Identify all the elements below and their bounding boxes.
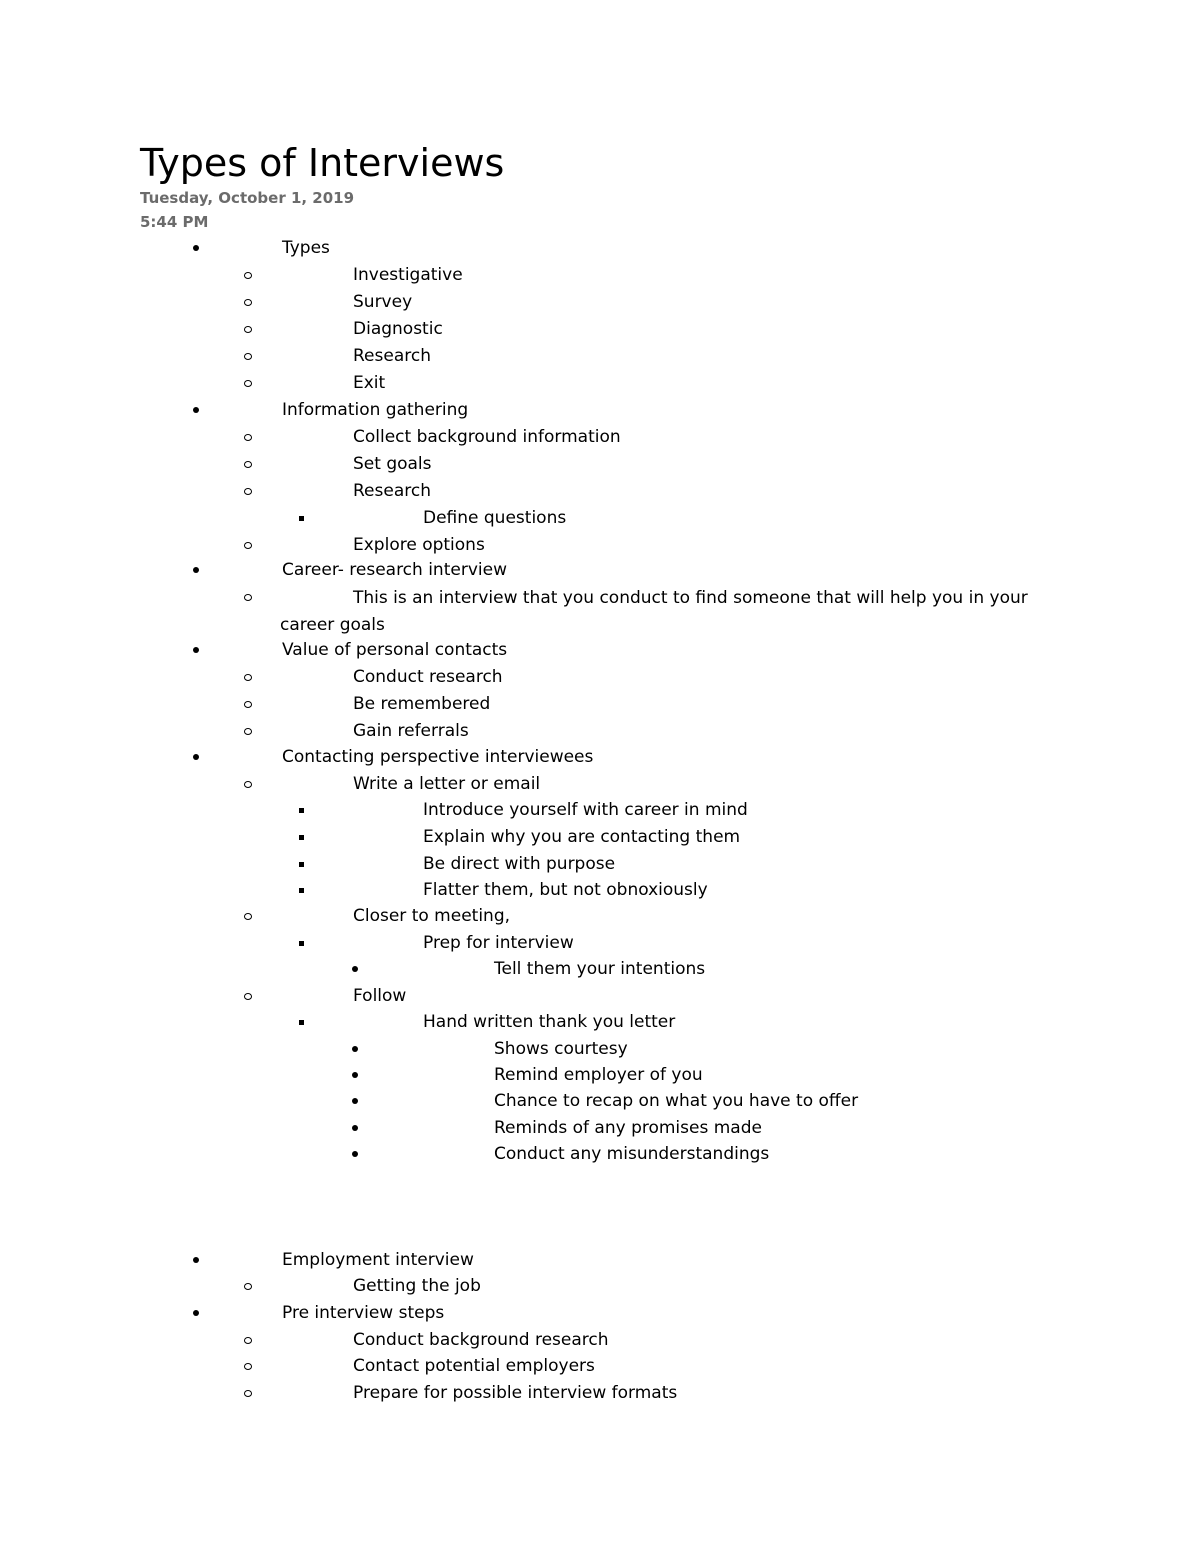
list-item-text: Information gathering xyxy=(282,400,469,420)
list-item-text: Conduct any misunderstandings xyxy=(494,1144,770,1164)
bullet-sq-icon xyxy=(291,827,311,847)
list-item-text: Research xyxy=(353,481,431,501)
list-item xyxy=(0,692,1200,718)
list-item xyxy=(0,745,1200,771)
list-item xyxy=(0,1354,1200,1380)
bullet-ring-icon xyxy=(238,906,258,926)
list-item xyxy=(0,798,1200,824)
list-item-text: Explore options xyxy=(353,535,485,555)
bullet-ring-icon xyxy=(238,1276,258,1296)
bullet-dot-icon xyxy=(345,1065,365,1085)
list-item-text: Investigative xyxy=(353,265,463,285)
list-item-text: Reminds of any promises made xyxy=(494,1118,762,1138)
list-item xyxy=(0,1089,1200,1115)
list-item-text: Follow xyxy=(353,986,407,1006)
bullet-ring-icon xyxy=(238,265,258,285)
bullet-ring-icon xyxy=(238,694,258,714)
list-item-text: Contacting perspective interviewees xyxy=(282,747,594,767)
bullet-sq-icon xyxy=(291,933,311,953)
bullet-dot-icon xyxy=(345,1144,365,1164)
list-item xyxy=(0,904,1200,930)
list-item-text: Collect background information xyxy=(353,427,621,447)
bullet-ring-icon xyxy=(238,319,258,339)
list-item xyxy=(0,772,1200,798)
list-item-text: Closer to meeting, xyxy=(353,906,511,926)
list-item xyxy=(0,585,1200,635)
list-item xyxy=(0,1328,1200,1354)
list-item-text: Exit xyxy=(353,373,386,393)
list-item-text: Diagnostic xyxy=(353,319,443,339)
list-item xyxy=(0,263,1200,289)
list-item-text: Define questions xyxy=(423,508,567,528)
list-item-text: Pre interview steps xyxy=(282,1303,445,1323)
list-item-text: This is an interview that you conduct to find someone that will help you in your career goals xyxy=(280,588,1028,635)
list-item-text: Contact potential employers xyxy=(353,1356,595,1376)
list-item xyxy=(0,452,1200,478)
bullet-ring-icon xyxy=(238,986,258,1006)
bullet-ring-icon xyxy=(238,721,258,741)
list-item xyxy=(0,236,1200,262)
list-item xyxy=(0,931,1200,957)
list-item-text: Career- research interview xyxy=(282,560,507,580)
list-item xyxy=(0,957,1200,983)
bullet-dot-icon xyxy=(186,747,206,767)
bullet-dot-icon xyxy=(186,640,206,660)
list-item xyxy=(0,506,1200,532)
list-item-text: Tell them your intentions xyxy=(494,959,706,979)
list-item-text: Prepare for possible interview formats xyxy=(353,1383,678,1403)
list-item xyxy=(0,638,1200,664)
list-item xyxy=(0,984,1200,1010)
list-item-text: Getting the job xyxy=(353,1276,481,1296)
list-item xyxy=(0,344,1200,370)
list-item xyxy=(0,878,1200,904)
list-item xyxy=(0,1274,1200,1300)
bullet-sq-icon xyxy=(291,1012,311,1032)
bullet-ring-icon xyxy=(238,292,258,312)
list-item-text: Be remembered xyxy=(353,694,491,714)
bullet-ring-icon xyxy=(238,454,258,474)
list-item-text: Introduce yourself with career in mind xyxy=(423,800,748,820)
list-item xyxy=(0,1116,1200,1142)
list-item-text: Flatter them, but not obnoxiously xyxy=(423,880,708,900)
bullet-ring-icon xyxy=(238,1383,258,1403)
list-item xyxy=(0,317,1200,343)
list-item-text: Prep for interview xyxy=(423,933,574,953)
list-item-text: Value of personal contacts xyxy=(282,640,508,660)
list-item-text: Conduct research xyxy=(353,667,503,687)
list-item-text: Explain why you are contacting them xyxy=(423,827,741,847)
bullet-ring-icon xyxy=(238,774,258,794)
list-item-text: Survey xyxy=(353,292,413,312)
list-item-text: Types xyxy=(282,238,330,258)
bullet-sq-icon xyxy=(291,854,311,874)
list-item xyxy=(0,371,1200,397)
list-item-text: Hand written thank you letter xyxy=(423,1012,676,1032)
bullet-ring-icon xyxy=(238,535,258,555)
bullet-dot-icon xyxy=(186,1250,206,1270)
page-date: Tuesday, October 1, 2019 xyxy=(140,189,355,207)
list-item-text: Research xyxy=(353,346,431,366)
bullet-ring-icon xyxy=(238,587,258,607)
bullet-sq-icon xyxy=(291,880,311,900)
list-item-text: Chance to recap on what you have to offer xyxy=(494,1091,859,1111)
bullet-dot-icon xyxy=(186,400,206,420)
bullet-ring-icon xyxy=(238,1330,258,1350)
list-item xyxy=(0,1248,1200,1274)
list-item xyxy=(0,825,1200,851)
bullet-ring-icon xyxy=(238,373,258,393)
list-item xyxy=(0,719,1200,745)
bullet-ring-icon xyxy=(238,346,258,366)
bullet-ring-icon xyxy=(238,481,258,501)
list-item-text: Gain referrals xyxy=(353,721,469,741)
list-item-text: Shows courtesy xyxy=(494,1039,628,1059)
list-item-text: Be direct with purpose xyxy=(423,854,616,874)
list-item xyxy=(0,1063,1200,1089)
list-item-text: Remind employer of you xyxy=(494,1065,703,1085)
bullet-dot-icon xyxy=(345,1091,365,1111)
list-item xyxy=(0,558,1200,584)
list-item xyxy=(0,1010,1200,1036)
list-item xyxy=(0,533,1200,559)
list-item xyxy=(0,290,1200,316)
list-item xyxy=(0,1142,1200,1168)
list-item xyxy=(0,398,1200,424)
list-item-text: Conduct background research xyxy=(353,1330,609,1350)
list-item xyxy=(0,665,1200,691)
bullet-ring-icon xyxy=(238,427,258,447)
bullet-dot-icon xyxy=(186,238,206,258)
list-item-text: Employment interview xyxy=(282,1250,474,1270)
list-item xyxy=(0,852,1200,878)
bullet-dot-icon xyxy=(345,1118,365,1138)
list-item-text: Write a letter or email xyxy=(353,774,541,794)
list-item-text: Set goals xyxy=(353,454,432,474)
page-time: 5:44 PM xyxy=(140,213,209,231)
bullet-ring-icon xyxy=(238,667,258,687)
list-item xyxy=(0,1381,1200,1407)
bullet-dot-icon xyxy=(345,1039,365,1059)
list-item xyxy=(0,425,1200,451)
list-item xyxy=(0,1301,1200,1327)
bullet-sq-icon xyxy=(291,508,311,528)
bullet-sq-icon xyxy=(291,800,311,820)
page-title: Types of Interviews xyxy=(140,141,505,185)
bullet-ring-icon xyxy=(238,1356,258,1376)
bullet-dot-icon xyxy=(186,1303,206,1323)
bullet-dot-icon xyxy=(186,560,206,580)
list-item xyxy=(0,479,1200,505)
list-item xyxy=(0,1037,1200,1063)
bullet-dot-icon xyxy=(345,959,365,979)
